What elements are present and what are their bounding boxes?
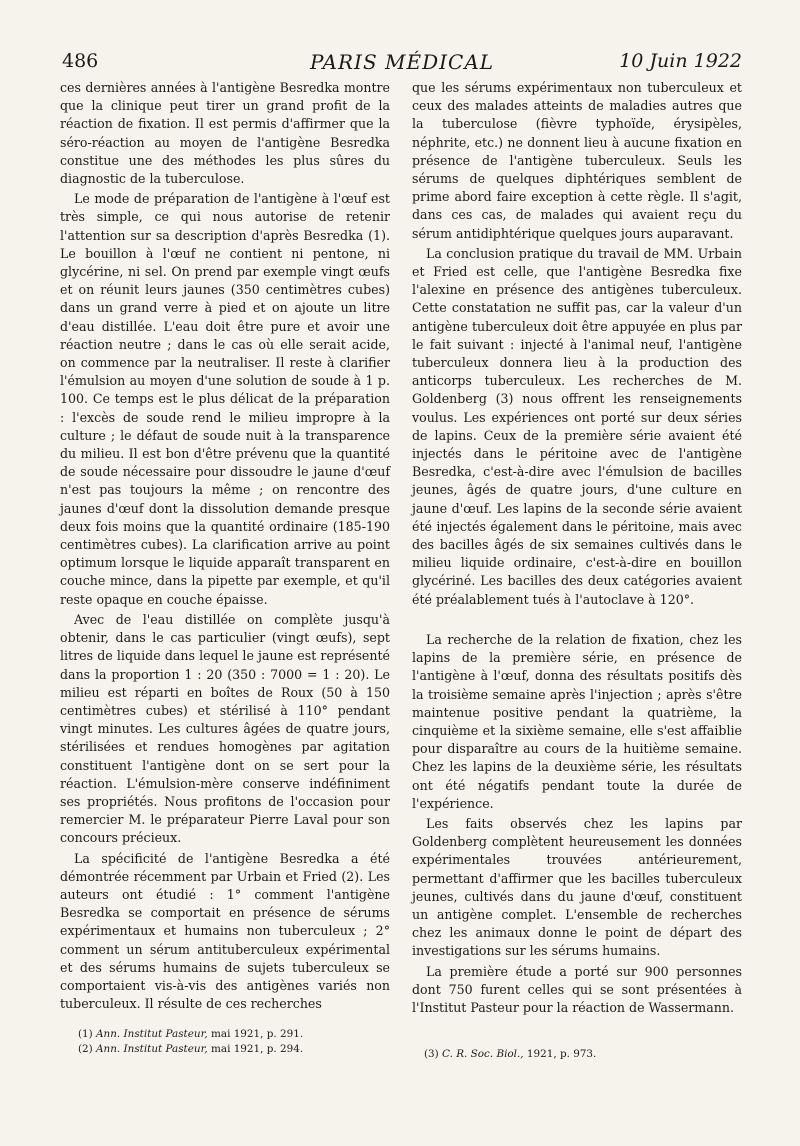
journal-title: PARIS MÉDICAL [309,50,495,74]
left-column [60,79,390,1013]
footnote [424,1047,724,1062]
footnote [78,1027,398,1042]
paragraph: Avec de l'eau distillée on complète jusqu'à obtenir, dans le cas particulier (vingt œufs), sept litres de liquide dans lequel le jaune est représenté dans la proportion 1 : 20 (350 : 7000 = 1 : 20). Le milieu est réparti en boîtes de Roux (50 à 150 centimètres cubes) et stérilisé à 110° pendant vingt minutes. Les cultures âgées de quatre jours, stérilisées et rendues homogènes par agitation constituent l'antigène dont on se sert pour la réaction. L'émulsion-mère conserve indéfiniment ses propriétés. Nous profitons de l'occasion pour remercier M. le préparateur Pierre Laval pour son concours précieux. [60,611,390,846]
right-column [412,79,742,1017]
footnote-number: (2) [78,1043,93,1055]
footnote-source: Ann. Institut Pasteur, [96,1028,208,1040]
footnote [78,1042,398,1057]
paragraph: ces dernières années à l'antigène Besredka montre que la clinique peut tirer un grand profit de la réaction de fixation. Il est permis d'affirmer que la séro-réaction au moyen de l'antigène Besredka constitue une des méthodes les plus sûres du diagnostic de la tuberculose. [60,80,390,187]
footnote-detail: mai 1921, p. 291. [211,1028,304,1040]
footnote-source: Ann. Institut Pasteur, [96,1043,208,1055]
footnote-source: C. R. Soc. Biol., [442,1048,524,1060]
paragraph: La première étude a porté sur 900 personnes dont 750 furent celles qui se sont présentées à l'Institut Pasteur pour la réaction de Wassermann. [412,963,742,1015]
footnotes-right [424,1047,724,1062]
paragraph: La spécificité de l'antigène Besredka a été démontrée récemment par Urbain et Fried (2). Les auteurs ont étudié : 1° comment l'antigène Besredka se comportait en présence de sérums expérimentaux et humains non tuberculeux ; 2° comment un sérum antituberculeux expérimental et des sérums humains de sujets tuberculeux se comportaient vis-à-vis des antigènes variés non tuberculeux. Il résulte de ces recherches [60,850,390,1012]
paragraph: que les sérums expérimentaux non tuberculeux et ceux des malades atteints de maladies autres que la tuberculose (fièvre typhoïde, érysipèles, néphrite, etc.) ne donnent lieu à aucune fixation en présence de l'antigène tuberculeux. Seuls les sérums de quelques diphtériques semblent de prime abord faire exception à cette règle. Il s'agit, dans ces cas, de malades qui avaient reçu du sérum antidiphtérique quelques jours auparavant. [412,80,742,241]
issue-date: 10 Juin 1922 [619,50,742,72]
paragraph: Les faits observés chez les lapins par Goldenberg complètent heureusement les données expérimentales trouvées antérieurement, permettant d'affirmer que les bacilles tuberculeux jeunes, cultivés dans du jaune d'œuf, constituent un antigène complet. L'ensemble de recherches chez les animaux donne le point de départ des investigations sur les sérums humains. [412,815,742,959]
paragraph: Le mode de préparation de l'antigène à l'œuf est très simple, ce qui nous autorise de retenir l'attention sur sa description d'après Besredka (1). Le bouillon à l'œuf ne contient ni pentone, ni glycérine, ni sel. On prend par exemple vingt œufs et on réunit leurs jaunes (350 centimètres cubes) dans un grand verre à pied et on ajoute un litre d'eau distillée. L'eau doit être pure et avoir une réaction neutre ; dans le cas où elle serait acide, on commence par la neutraliser. Il reste à clarifier l'émulsion au moyen d'une solution de soude à 1 p. 100. Ce temps est le plus délicat de la préparation : l'excès de soude rend le milieu impropre à la culture ; le défaut de soude nuit à la transparence du milieu. Il est bon d'être prévenu que la quantité de soude nécessaire pour dissoudre le jaune d'œuf n'est pas toujours la même ; on rencontre des jaunes d'œuf dont la dissolution demande presque deux fois moins que la quantité ordinaire (185-190 centimètres cubes). La clarification arrive au point optimum lorsque le liquide apparaît transparent en couche mince, dans la pipette par exemple, et qu'il reste opaque en couche épaisse. [60,191,390,607]
page-header [62,50,742,74]
paragraph: La recherche de la relation de fixation, chez les lapins de la première série, en présence de l'antigène à l'œuf, donna des résultats positifs dès la troisième semaine après l'injection ; après s'être maintenue positive pendant la quatrième, la cinquième et la sixième semaine, elle s'est affaiblie pour disparaître au cours de la huitième semaine. Chez les lapins de la deuxième série, les résultats ont été négatifs pendant toute la durée de l'expérience. [412,631,742,811]
page-number: 486 [62,50,99,72]
footnote-detail: 1921, p. 973. [526,1048,597,1060]
footnote-number: (1) [78,1028,93,1040]
footnotes-left [78,1027,398,1057]
footnote-number: (3) [424,1048,439,1060]
footnote-detail: mai 1921, p. 294. [211,1043,304,1055]
paragraph: La conclusion pratique du travail de MM. Urbain et Fried est celle, que l'antigène Besredka fixe l'alexine en présence des antigènes tuberculeux. Cette constatation ne suffit pas, car la valeur d'un antigène tuberculeux doit être appuyée en plus par le fait suivant : injecté à l'animal neuf, l'antigène tuberculeux donnera lieu à la production des anticorps tuberculeux. Les recherches de M. Goldenberg (3) nous offrent les renseignements voulus. Les expériences ont porté sur deux séries de lapins. Ceux de la première série avaient été injectés dans le péritoine avec de l'antigène Besredka, c'est-à-dire avec l'émulsion de bacilles jeunes, âgés de quatre jours, d'une culture en jaune d'œuf. Les lapins de la seconde série avaient été injectés également dans le péritoine, mais avec des bacilles âgés de six semaines cultivés dans le milieu liquide ordinaire, c'est-à-dire en bouillon glycériné. Les bacilles des deux catégories avaient été préalablement tués à l'autoclave à 120°. [412,245,742,607]
